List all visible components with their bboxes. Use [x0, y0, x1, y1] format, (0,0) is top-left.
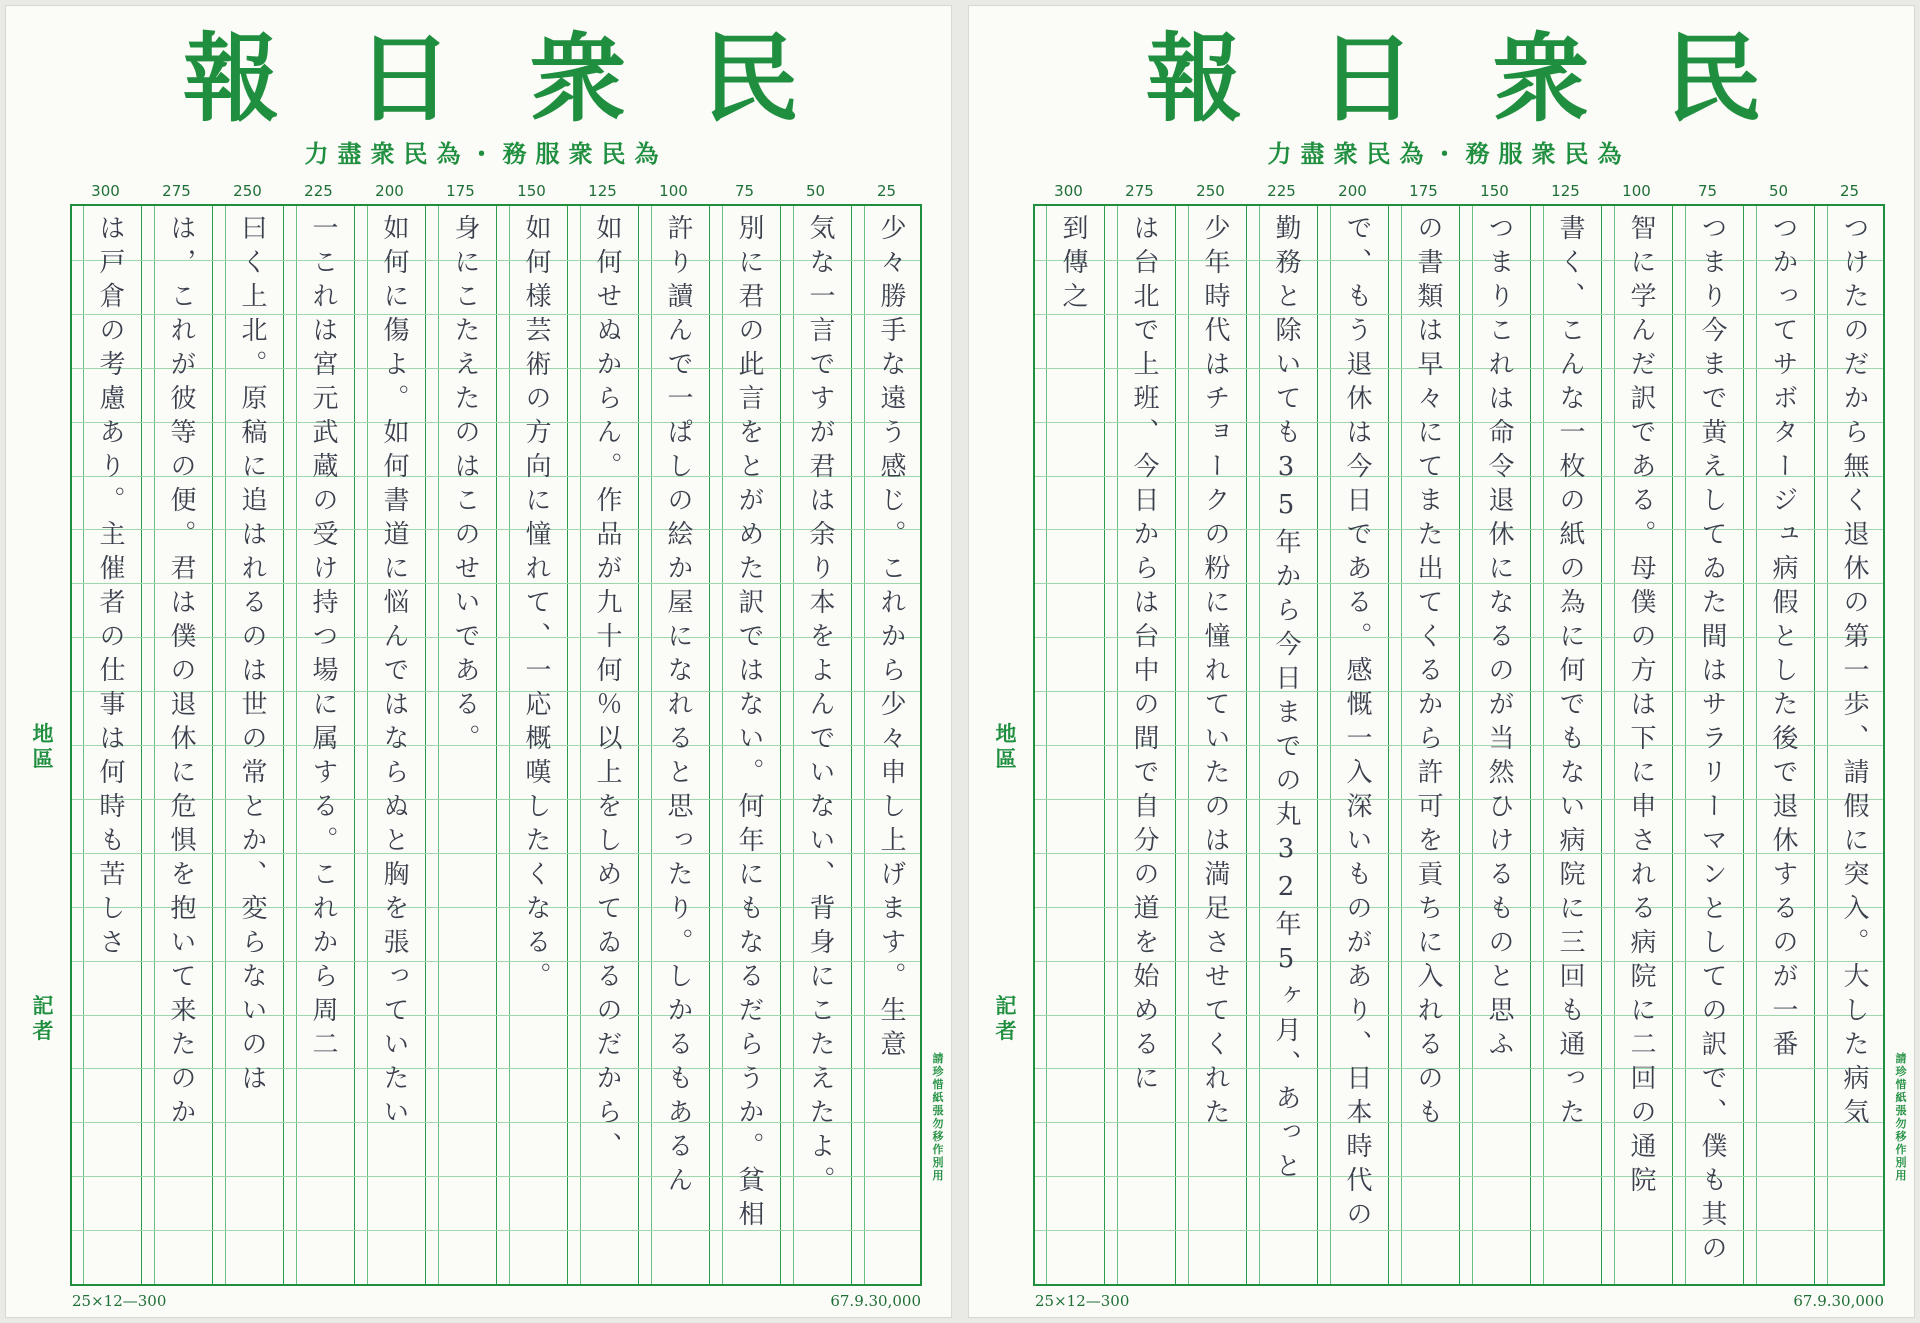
- newspaper-slogan: 力盡衆民為・務服衆民為: [1267, 140, 1631, 168]
- column-number: 150: [517, 182, 546, 200]
- handwritten-column: 到傳之: [1058, 214, 1088, 316]
- handwritten-column: 如何せぬからん。作品が九十何％以上をしめてゐるのだから、: [592, 214, 622, 1166]
- handwritten-column: の書類は早々にてまた出てくるから許可を貢ちに入れるのも: [1413, 214, 1443, 1132]
- newspaper-masthead: [176, 24, 806, 134]
- column-number: 125: [588, 182, 617, 200]
- handwritten-column: つかってサボタージュ病假とした後で退休するのが一番: [1768, 214, 1798, 1064]
- masthead-char: 報: [1146, 23, 1242, 135]
- handwritten-column: つけたのだから無く退休の第一歩、請假に突入。大した病気: [1839, 214, 1869, 1132]
- masthead-char: 報: [183, 23, 279, 135]
- paper-notice: 請珍惜紙張勿移作別用: [932, 1052, 944, 1182]
- handwritten-column: で、もう退休は今日である。感慨一入深いものがあり、日本時代の: [1342, 214, 1372, 1234]
- grid-format-label: 25×12—300: [1035, 1292, 1130, 1310]
- grid-format-label: 25×12—300: [72, 1292, 167, 1310]
- column-number-row: [70, 182, 922, 204]
- column-number: 250: [233, 182, 262, 200]
- column-number: 275: [1125, 182, 1154, 200]
- handwritten-column: 少年時代はチョークの粉に憧れていたのは満足させてくれた: [1200, 214, 1230, 1132]
- column-number: 300: [1054, 182, 1083, 200]
- column-number-row: [1033, 182, 1885, 204]
- column-number: 150: [1480, 182, 1509, 200]
- handwritten-column: 気な一言ですが君は余り本をよんでいない、背身にこたえたよ。: [805, 214, 835, 1200]
- handwritten-column: 曰く上北。原稿に追はれるのは世の常とか、変らないのは: [237, 214, 267, 1098]
- newspaper-slogan: 力盡衆民為・務服衆民為: [304, 140, 668, 168]
- column-number: 50: [805, 182, 826, 200]
- handwritten-column: 許り讀んで一ぱしの絵か屋になれると思ったり。しかるもあるん: [663, 214, 693, 1200]
- handwritten-column: 智に学んだ訳である。母僕の方は下に申される病院に二回の通院: [1626, 214, 1656, 1200]
- column-number: 25: [1839, 182, 1860, 200]
- handwritten-column: 勤務と除いても35年から今日までの丸32年5ヶ月、あっと: [1271, 214, 1301, 1186]
- column-number: 250: [1196, 182, 1225, 200]
- column-number: 275: [162, 182, 191, 200]
- masthead-char: 民: [1665, 23, 1762, 135]
- masthead-char: 民: [702, 23, 799, 135]
- handwritten-column: つまり今まで黄えしてゐた間はサラリーマンとしての訳で、僕も其の: [1697, 214, 1727, 1268]
- column-number: 100: [659, 182, 688, 200]
- masthead-char: 日: [1319, 23, 1416, 135]
- handwritten-column: 一これは宮元武蔵の受け持つ場に属する。これから周二: [308, 214, 338, 1064]
- handwritten-column: は台北で上班、今日からは台中の間で自分の道を始めるに: [1129, 214, 1159, 1098]
- column-number: 25: [876, 182, 897, 200]
- handwritten-column: 身にこたえたのはこのせいである。: [450, 214, 480, 758]
- handwritten-column: は戸倉の考慮あり。主催者の仕事は何時も苦しさ: [95, 214, 125, 962]
- column-number: 75: [1697, 182, 1718, 200]
- column-number: 200: [1338, 182, 1367, 200]
- paper-notice: 請珍惜紙張勿移作別用: [1895, 1052, 1907, 1182]
- region-label: 地區: [995, 722, 1017, 771]
- handwritten-column: つまりこれは命令退休になるのが当然ひけるものと思ふ: [1484, 214, 1514, 1064]
- handwritten-column: 如何様芸術の方向に憧れて、一応概嘆したくなる。: [521, 214, 551, 996]
- manuscript-page-right: [969, 6, 1914, 1317]
- column-number: 175: [1409, 182, 1438, 200]
- column-number: 300: [91, 182, 120, 200]
- handwritten-column: 書く、こんな一枚の紙の為に何でもない病院に三回も通った: [1555, 214, 1585, 1132]
- reporter-label: 記者: [32, 994, 54, 1043]
- column-number: 125: [1551, 182, 1580, 200]
- handwritten-column: は，これが彼等の便。君は僕の退休に危惧を抱いて来たのか: [166, 214, 196, 1132]
- column-number: 50: [1768, 182, 1789, 200]
- masthead-char: 衆: [1492, 23, 1589, 135]
- handwritten-column: 如何に傷よ。如何書道に悩んではならぬと胸を張っていたい: [379, 214, 409, 1132]
- column-number: 225: [1267, 182, 1296, 200]
- region-label: 地區: [32, 722, 54, 771]
- masthead-char: 衆: [529, 23, 626, 135]
- column-number: 100: [1622, 182, 1651, 200]
- handwritten-column: 別に君の此言をとがめた訳ではない。何年にもなるだらうか。貧相: [734, 214, 764, 1234]
- reporter-label: 記者: [995, 994, 1017, 1043]
- manuscript-page-left: [6, 6, 951, 1317]
- column-number: 225: [304, 182, 333, 200]
- column-number: 200: [375, 182, 404, 200]
- print-run-label: 67.9.30,000: [830, 1292, 921, 1310]
- column-number: 175: [446, 182, 475, 200]
- masthead-char: 日: [356, 23, 453, 135]
- column-number: 75: [734, 182, 755, 200]
- handwritten-column: 少々勝手な遠う感じ。これから少々申し上げます。生意: [876, 214, 906, 1064]
- print-run-label: 67.9.30,000: [1793, 1292, 1884, 1310]
- newspaper-masthead: [1139, 24, 1769, 134]
